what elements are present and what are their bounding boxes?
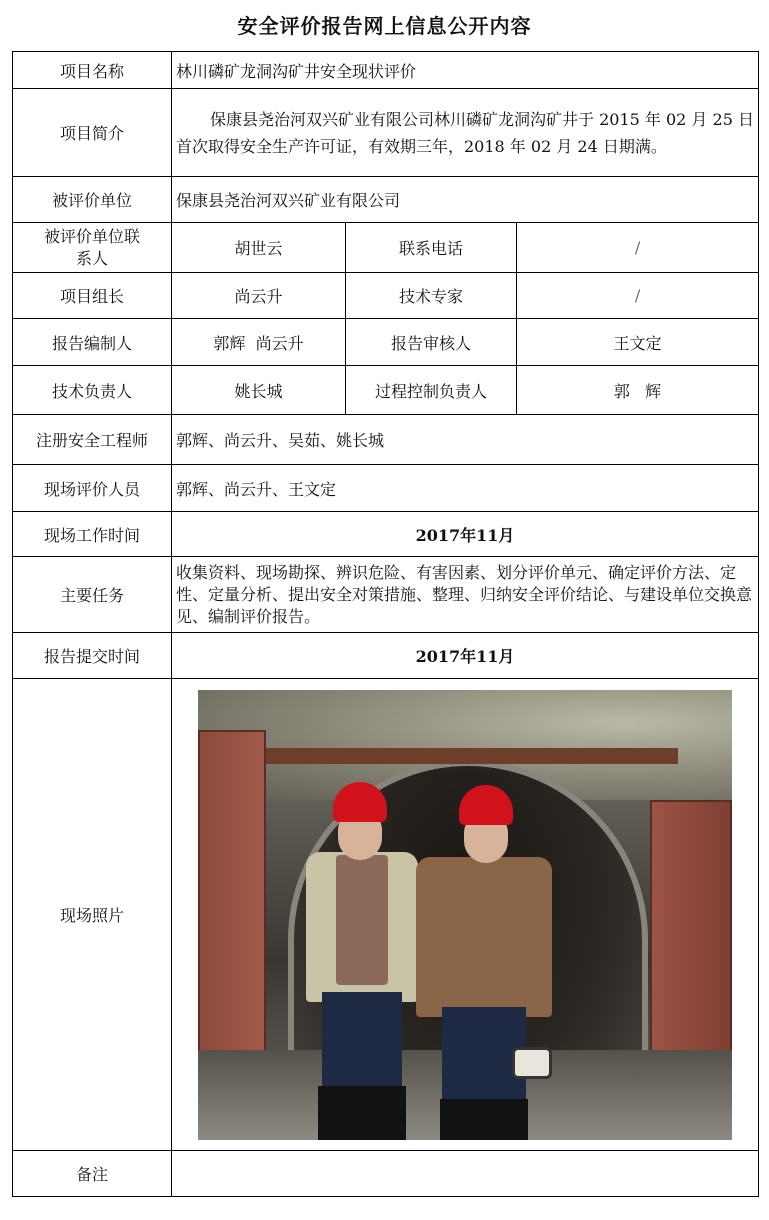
leader-value: 尚云升 [172,273,346,319]
info-table [12,51,759,1197]
row-project-name [13,52,759,89]
row-evaluated-unit [13,177,759,223]
contact-label: 被评价单位联系人 [43,226,140,268]
project-intro-label: 项目简介 [13,89,172,177]
work-time-value: 2017年11月 [172,512,759,557]
row-tech [13,366,759,415]
entrance-beam [258,748,678,764]
person-right [416,785,556,1140]
row-compiler [13,319,759,366]
work-time-label: 现场工作时间 [13,512,172,557]
row-leader [13,273,759,319]
submit-time-value: 2017年11月 [172,633,759,679]
row-submit-time [13,633,759,679]
engineers-value: 郭辉、尚云升、吴茹、姚长城 [172,415,759,465]
process-label: 过程控制负责人 [346,366,517,415]
evaluators-label: 现场评价人员 [13,465,172,512]
project-name-label: 项目名称 [13,52,172,89]
process-value: 郭 辉 [517,366,759,415]
evaluators-value: 郭辉、尚云升、王文定 [172,465,759,512]
person-left [298,780,428,1140]
reviewer-label: 报告审核人 [346,319,517,366]
leader-label: 项目组长 [13,273,172,319]
project-name-value: 林川磷矿龙洞沟矿井安全现状评价 [172,52,759,89]
tech-label: 技术负责人 [13,366,172,415]
expert-label: 技术专家 [346,273,517,319]
tasks-label: 主要任务 [13,557,172,633]
evaluated-unit-value: 保康县尧治河双兴矿业有限公司 [172,177,759,223]
row-project-intro [13,89,759,177]
page-title: 安全评价报告网上信息公开内容 [237,14,532,38]
phone-value: / [517,223,759,273]
row-remarks [13,1151,759,1197]
row-photo [13,679,759,1151]
row-tasks [13,557,759,633]
remarks-value [172,1151,759,1197]
left-door [198,730,266,1094]
evaluated-unit-label: 被评价单位 [13,177,172,223]
expert-value: / [517,273,759,319]
contact-value: 胡世云 [172,223,346,273]
row-contact [13,223,759,273]
compiler-value: 郭辉 尚云升 [172,319,346,366]
phone-label: 联系电话 [346,223,517,273]
lamp-icon [512,1047,552,1079]
project-intro-value: 保康县尧治河双兴矿业有限公司林川磷矿龙洞沟矿井于 2015 年 02 月 25 日首次取得安全生产许可证，有效期三年，2018 年 02 月 24 日期满。 [176,109,754,156]
reviewer-value: 王文定 [517,319,759,366]
helmet-icon [459,785,513,825]
helmet-icon [333,782,387,822]
row-work-time [13,512,759,557]
row-evaluators [13,465,759,512]
engineers-label: 注册安全工程师 [13,415,172,465]
photo-label: 现场照片 [13,679,172,1151]
compiler-label: 报告编制人 [13,319,172,366]
row-engineers [13,415,759,465]
remarks-label: 备注 [13,1151,172,1197]
site-photo [198,690,732,1140]
tech-value: 姚长城 [172,366,346,415]
tasks-value: 收集资料、现场勘探、辨识危险、有害因素、划分评价单元、确定评价方法、定性、定量分析、提出安全对策措施、整理、归纳安全评价结论、与建设单位交换意见、编制评价报告。 [172,557,759,633]
submit-time-label: 报告提交时间 [13,633,172,679]
